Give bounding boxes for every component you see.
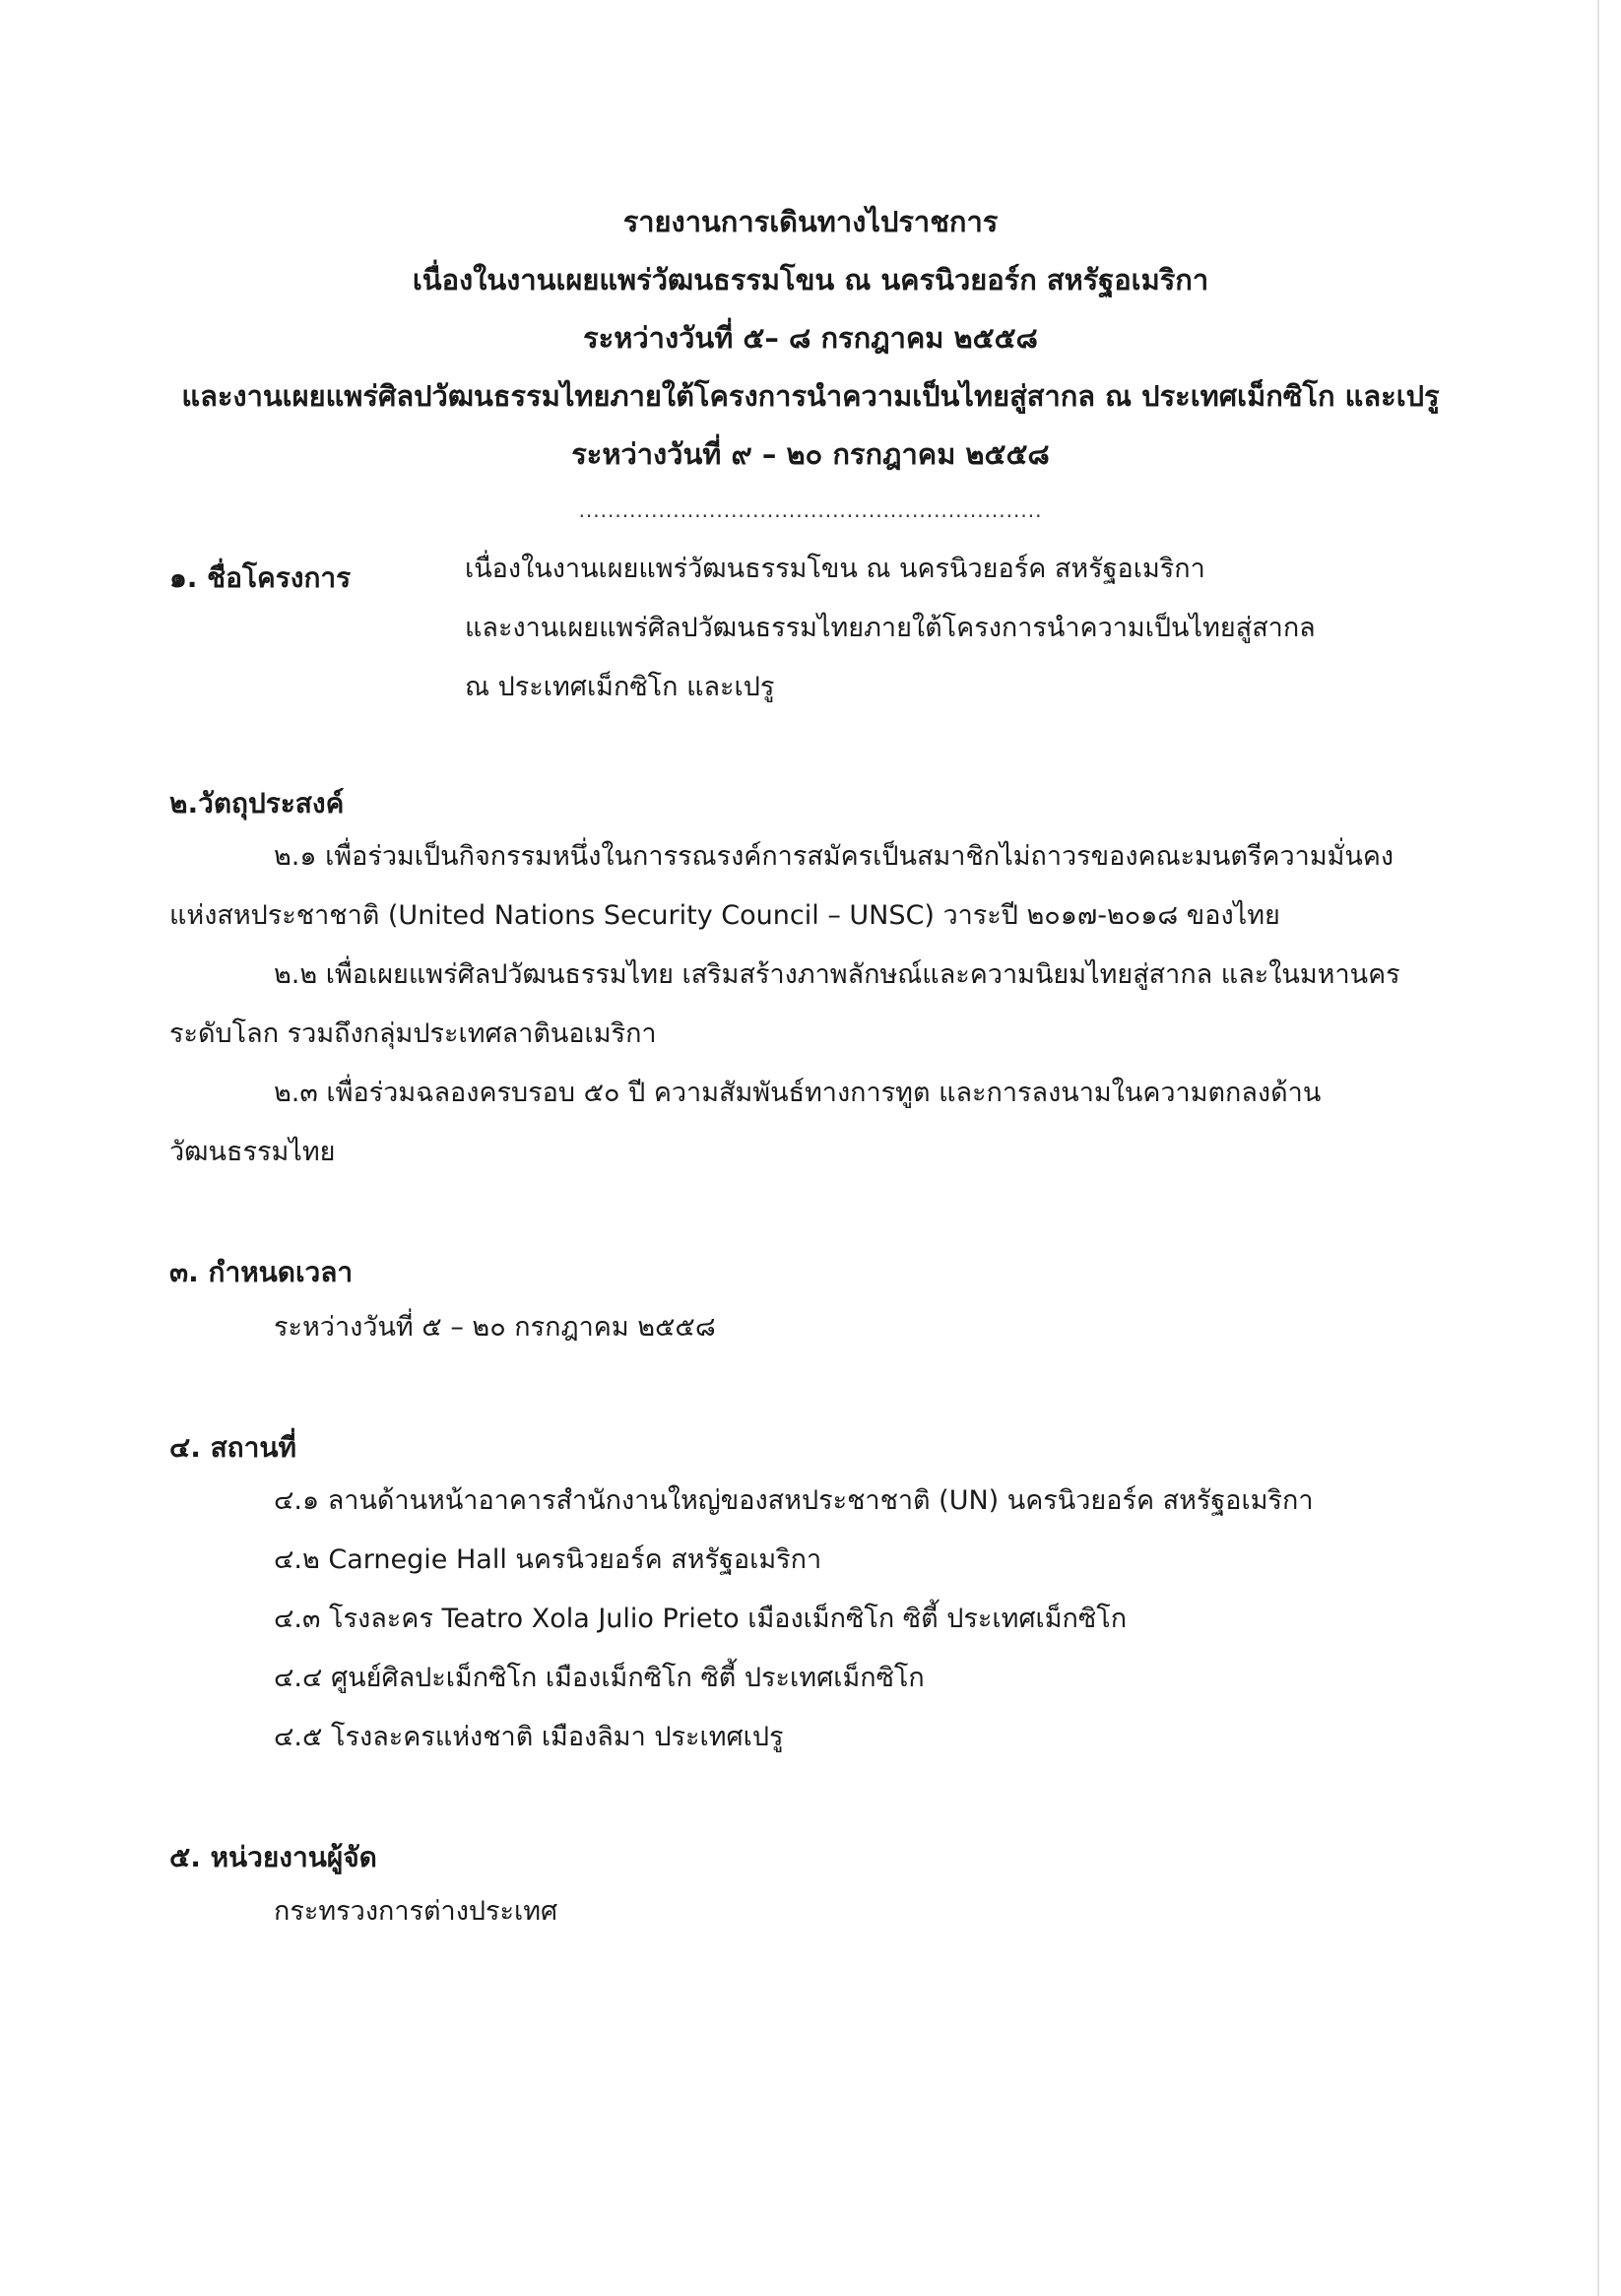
title-line-2: เนื่องในงานเผยแพร่วัฒนธรรมโขน ณ นครนิวยอร์ก สหรัฐอเมริกา bbox=[412, 263, 1209, 296]
title-block bbox=[0, 193, 1621, 484]
title-line-3: ระหว่างวันที่ ๕– ๘ กรกฎาคม ๒๕๕๘ bbox=[583, 321, 1038, 355]
section-1-line: ณ ประเทศเม็กซิโก และเปรู bbox=[465, 672, 775, 702]
section-2-heading: ๒.วัตถุประสงค์ bbox=[169, 787, 345, 820]
location-item: ๔.๕ โรงละครแห่งชาติ เมืองลิมา ประเทศเปรู bbox=[274, 1722, 784, 1752]
section-3-body bbox=[274, 1298, 716, 1357]
section-5-heading: ๕. หน่วยงานผู้จัด bbox=[169, 1841, 377, 1873]
section-3-heading: ๓. กำหนดเวลา bbox=[169, 1256, 354, 1288]
title-line-5: ระหว่างวันที่ ๙ – ๒๐ กรกฎาคม ๒๕๕๘ bbox=[571, 437, 1050, 471]
section-1-line: และงานเผยแพร่ศิลปวัฒนธรรมไทยภายใต้โครงการนำความเป็นไทยสู่สากล bbox=[465, 613, 1316, 643]
section-4-heading: ๔. สถานที่ bbox=[169, 1431, 296, 1464]
location-item: ๔.๓ โรงละคร Teatro Xola Julio Prieto เมืองเม็กซิโก ซิตี้ ประเทศเม็กซิโก bbox=[274, 1604, 1128, 1634]
objective-continuation: ระดับโลก รวมถึงกลุ่มประเทศลาตินอเมริกา bbox=[169, 1018, 657, 1049]
location-item: ๔.๔ ศูนย์ศิลปะเม็กซิโก เมืองเม็กซิโก ซิตี้ ประเทศเม็กซิโก bbox=[274, 1663, 925, 1693]
section-3-text: ระหว่างวันที่ ๕ – ๒๐ กรกฎาคม ๒๕๕๘ bbox=[274, 1312, 716, 1343]
title-line-1: รายงานการเดินทางไปราชการ bbox=[622, 205, 999, 238]
title-separator: ................................................................ bbox=[578, 498, 1043, 522]
section-5-text: กระทรวงการต่างประเทศ bbox=[274, 1896, 558, 1927]
section-5-body bbox=[274, 1882, 557, 1941]
objective-first-line: ๒.๑ เพื่อร่วมเป็นกิจกรรมหนึ่งในการรณรงค์การสมัครเป็นสมาชิกไม่ถาวรของคณะมนตรีความมั่นคง bbox=[274, 841, 1394, 872]
section-1-line: เนื่องในงานเผยแพร่วัฒนธรรมโขน ณ นครนิวยอร์ค สหรัฐอเมริกา bbox=[465, 554, 1205, 584]
location-item: ๔.๑ ลานด้านหน้าอาคารสำนักงานใหญ่ของสหประชาชาติ (UN) นครนิวยอร์ค สหรัฐอเมริกา bbox=[274, 1485, 1314, 1516]
section-4-body bbox=[274, 1472, 1314, 1767]
objective-first-line: ๒.๓ เพื่อร่วมฉลองครบรอบ ๕๐ ปี ความสัมพันธ์ทางการทูต และการลงนามในความตกลงด้าน bbox=[274, 1078, 1322, 1108]
section-1-heading: ๑. ชื่อโครงการ bbox=[169, 561, 352, 594]
location-item: ๔.๒ Carnegie Hall นครนิวยอร์ค สหรัฐอเมริกา bbox=[274, 1544, 822, 1575]
objective-continuation: วัฒนธรรมไทย bbox=[169, 1137, 336, 1167]
objective-continuation: แห่งสหประชาชาติ (United Nations Security Council – UNSC) วาระปี ๒๐๑๗-๒๐๑๘ ของไทย bbox=[169, 900, 1280, 931]
title-line-4: และงานเผยแพร่ศิลปวัฒนธรรมไทยภายใต้โครงการนำความเป็นไทยสู่สากล ณ ประเทศเม็กซิโก และเปรู bbox=[181, 379, 1440, 413]
section-2-body bbox=[169, 827, 1400, 1182]
objective-first-line: ๒.๒ เพื่อเผยแพร่ศิลปวัฒนธรรมไทย เสริมสร้างภาพลักษณ์และความนิยมไทยสู่สากล และในมหานคร bbox=[274, 959, 1400, 990]
section-1-body bbox=[465, 540, 1316, 717]
